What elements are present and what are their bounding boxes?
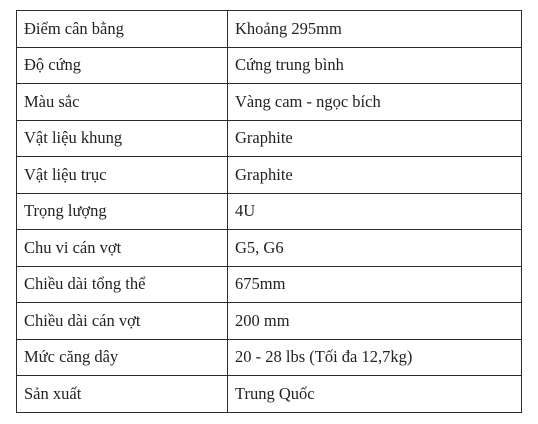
spec-label: Màu sắc [17, 84, 228, 121]
table-row [17, 120, 522, 157]
spec-label: Chu vi cán vợt [17, 230, 228, 267]
spec-value: G5, G6 [228, 230, 522, 267]
spec-value: Khoảng 295mm [228, 11, 522, 48]
table-row [17, 230, 522, 267]
spec-label: Chiều dài tổng thể [17, 266, 228, 303]
spec-label: Điểm cân bằng [17, 11, 228, 48]
table-row [17, 157, 522, 194]
table-row [17, 47, 522, 84]
spec-table [16, 10, 522, 413]
spec-label: Vật liệu trục [17, 157, 228, 194]
table-row [17, 376, 522, 413]
spec-value: 4U [228, 193, 522, 230]
table-row [17, 11, 522, 48]
spec-label: Vật liệu khung [17, 120, 228, 157]
spec-label: Mức căng dây [17, 339, 228, 376]
table-row [17, 339, 522, 376]
spec-label: Chiều dài cán vợt [17, 303, 228, 340]
spec-value: Trung Quốc [228, 376, 522, 413]
table-row [17, 266, 522, 303]
spec-value: 675mm [228, 266, 522, 303]
spec-value: 20 - 28 lbs (Tối đa 12,7kg) [228, 339, 522, 376]
spec-label: Độ cứng [17, 47, 228, 84]
spec-value: Vàng cam - ngọc bích [228, 84, 522, 121]
table-row [17, 303, 522, 340]
spec-value: Graphite [228, 120, 522, 157]
spec-value: Cứng trung bình [228, 47, 522, 84]
spec-label: Trọng lượng [17, 193, 228, 230]
table-row [17, 84, 522, 121]
spec-label: Sản xuất [17, 376, 228, 413]
spec-value: 200 mm [228, 303, 522, 340]
table-row [17, 193, 522, 230]
spec-value: Graphite [228, 157, 522, 194]
